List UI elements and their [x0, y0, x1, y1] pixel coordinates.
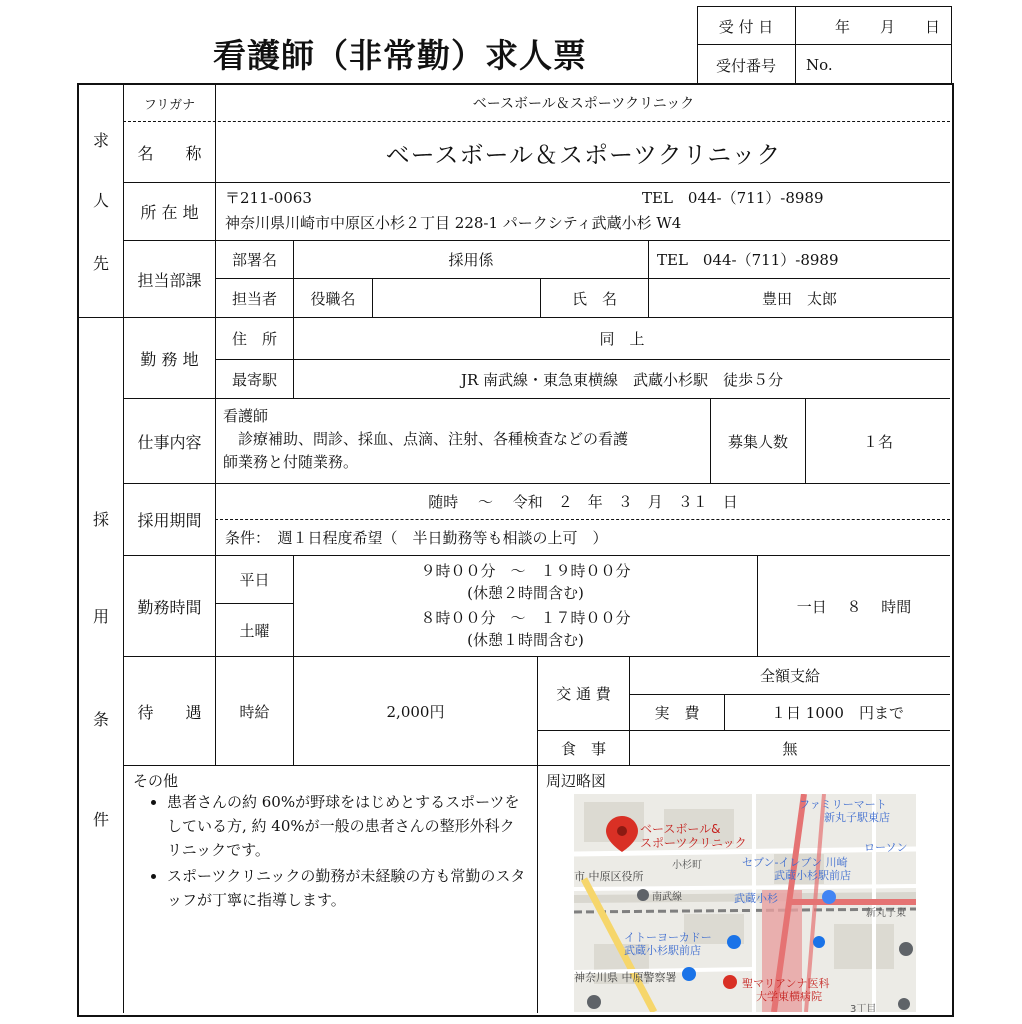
person-name-value: 豊田 太郎: [761, 289, 837, 308]
reception-date-field[interactable]: 年 月 日: [834, 17, 940, 36]
list-item: • スポーツクリニックの勤務が未経験の方も常勤のスタッフが丁寧に指導します。: [167, 864, 527, 912]
location-label: 所 在 地: [140, 203, 199, 222]
map-label-chome: 3丁目: [850, 1004, 877, 1012]
map-label-pin: ベースボール&: [640, 822, 721, 836]
reception-number-field[interactable]: No.: [806, 56, 833, 74]
wage-label: 時給: [239, 702, 270, 721]
map-label-seven-2: 武蔵小杉駅前店: [774, 869, 851, 882]
treatment-label: 待 遇: [137, 702, 202, 722]
position-label: 役職名: [310, 289, 356, 308]
period-value: 随時 〜 令和 ２ 年 ３ 月 ３１ 日: [428, 493, 738, 511]
map-label-city-office: 市 中原区役所: [574, 870, 644, 883]
map-label-nambu: 南武線: [652, 892, 682, 903]
employer-section-label: 求 人 先: [92, 130, 109, 273]
dept-name-label: 部署名: [231, 251, 277, 269]
weekday-hours: ９時００分 〜 １９時００分 (休憩２時間含む): [420, 562, 631, 602]
actual-cost-label: 実 費: [654, 704, 700, 722]
clinic-tel: TEL 044-（711）-8989: [642, 188, 824, 207]
clinic-name-label: 名 称: [137, 143, 202, 163]
map-label-pin-2: スポーツクリニック: [640, 836, 747, 850]
transport-label: 交 通 費: [556, 685, 611, 703]
meal-value: 無: [782, 739, 798, 758]
actual-cost-value: １日 1000 円まで: [771, 704, 904, 722]
furigana-label: フリガナ: [143, 97, 196, 113]
area-map[interactable]: [574, 794, 916, 1012]
reception-date-label: 受 付 日: [718, 17, 774, 36]
dept-label: 担当部課: [137, 270, 202, 290]
map-label-police: 神奈川県 中原警察署: [574, 971, 677, 984]
job-description: 看護師 診療補助、問診、採血、点滴、注射、各種検査などの看護 師業務と付随業務。: [223, 407, 629, 471]
daily-hours: 一日 ８ 時間: [796, 597, 912, 616]
workplace-address-label: 住 所: [231, 330, 277, 348]
station-value: JR 南武線・東急東横線 武蔵小杉駅 徒歩５分: [460, 370, 784, 389]
period-label: 採用期間: [137, 511, 202, 530]
map-label-familymart-2: 新丸子駅東店: [824, 811, 890, 824]
position-value: [373, 279, 540, 317]
dept-tel: TEL 044-（711）-8989: [657, 251, 839, 269]
clinic-name-value: ベースボール＆スポーツクリニック: [385, 140, 782, 169]
map-label-kosugi: 小杉町: [672, 860, 702, 871]
map-label-musashi: 武蔵小杉: [734, 892, 778, 905]
other-list: [131, 790, 527, 912]
reception-number-label: 受付番号: [715, 56, 776, 75]
weekday-label: 平日: [239, 571, 270, 589]
dept-name-value: 採用係: [448, 251, 494, 269]
person-label: 担当者: [231, 289, 277, 308]
map-label-itoyokado: イトーヨーカドー: [624, 931, 712, 944]
station-label: 最寄駅: [231, 370, 277, 389]
map-label-seven: セブン-イレブン 川崎: [742, 856, 848, 869]
map-label-itoyokado-2: 武蔵小杉駅前店: [624, 944, 701, 957]
furigana-value: ベースボール＆スポーツクリニック: [472, 96, 695, 112]
person-name-label: 氏 名: [571, 289, 617, 308]
map-label: 周辺略図: [546, 772, 607, 790]
map-label-shinmaruko: 新丸子東: [866, 908, 906, 919]
clinic-address: 神奈川県川崎市中原区小杉２丁目 228-1 パークシティ武蔵小杉 W4: [225, 213, 682, 232]
workplace-label: 勤 務 地: [140, 349, 199, 369]
saturday-label: 土曜: [239, 621, 270, 640]
wage-value: 2,000円: [386, 702, 445, 721]
postal-code: 〒211-0063: [225, 188, 312, 207]
map-label-hospital-2: 大学東横病院: [756, 990, 822, 1003]
recruit-count-value: １名: [862, 432, 893, 451]
saturday-hours: ８時００分 〜 １７時００分 (休憩１時間含む): [420, 609, 631, 649]
other-label: その他: [133, 772, 179, 790]
period-conditions: 条件： 週１日程度希望（ 半日勤務等も相談の上可 ）: [225, 529, 608, 547]
transport-full: 全額支給: [759, 667, 820, 685]
page-title: 看護師（非常勤）求人票: [213, 35, 587, 75]
map-label-familymart: ファミリーマート: [799, 798, 887, 811]
conditions-section-label: 採 用 条 件: [92, 509, 109, 829]
map-label-lawson: ローソン: [864, 841, 908, 854]
workplace-address-value: 同 上: [599, 330, 645, 348]
hours-label: 勤務時間: [137, 597, 202, 617]
meal-label: 食 事: [560, 739, 606, 758]
job-label: 仕事内容: [137, 432, 202, 452]
recruit-count-label: 募集人数: [727, 432, 788, 451]
list-item: • 患者さんの約 60%が野球をはじめとするスポーツをしている方, 約 40%が一般の患者さんの整形外科クリニックです。: [167, 790, 527, 862]
map-label-hospital: 聖マリアンナ医科: [742, 977, 830, 990]
